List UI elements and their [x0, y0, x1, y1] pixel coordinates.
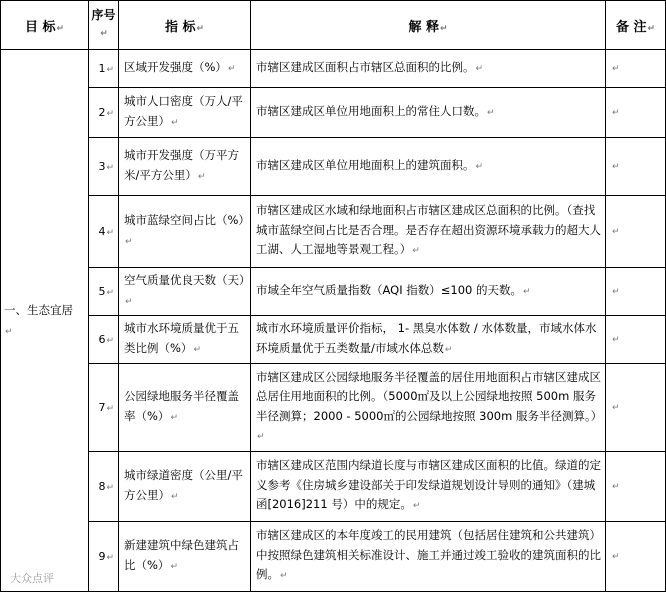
header-indicator: 指 标↵: [119, 1, 251, 50]
seq-cell: 6↵: [89, 316, 119, 364]
indicator-cell: 城市人口密度（万人/平方公里）↵: [119, 88, 251, 138]
explanation-cell: 市辖区建成区单位用地面积上的常住人口数。↵: [251, 88, 606, 138]
seq-cell: 5↵: [89, 268, 119, 316]
explanation-cell: 市辖区建成区面积占市辖区总面积的比例。↵: [251, 50, 606, 88]
header-seq: 序号↵: [89, 1, 119, 50]
indicator-cell: 城市开发强度（万平方米/平方公里）↵: [119, 138, 251, 196]
header-row: [1, 1, 666, 50]
indicator-cell: 空气质量优良天数（天）↵: [119, 268, 251, 316]
explanation-cell: 市辖区建成区范围内绿道长度与市辖区建成区面积的比值。绿道的定义参考《住房城乡建设部关于印发绿道规划设计导则的通知》（建城函[2016]211 号）中的规定。↵: [251, 452, 606, 522]
explanation-cell: 市辖区建成区水域和绿地面积占市辖区建成区总面积的比例。（查找城市蓝绿空间占比是否合理。是否存在超出资源环境承载力的超大人工湖、人工湿地等景观工程。）↵: [251, 196, 606, 268]
table-row: [1, 364, 666, 452]
header-explanation: 解 释↵: [251, 1, 606, 50]
seq-cell: 9↵: [89, 522, 119, 592]
table-row: [1, 268, 666, 316]
table-row: [1, 522, 666, 592]
watermark: 大众点评: [10, 572, 54, 585]
explanation-cell: 市辖区建成区单位用地面积上的建筑面积。↵: [251, 138, 606, 196]
table-row: [1, 316, 666, 364]
table-row: [1, 196, 666, 268]
header-note: 备 注↵: [606, 1, 666, 50]
goal-cell: 一、生态宜居 ↵: [1, 50, 89, 592]
note-cell: ↵: [606, 268, 666, 316]
indicator-cell: 新建建筑中绿色建筑占比（%）↵: [119, 522, 251, 592]
explanation-cell: 市辖区建成区的本年度竣工的民用建筑（包括居住建筑和公共建筑）中按照绿色建筑相关标准设计、施工并通过竣工验收的建筑面积的比例。↵: [251, 522, 606, 592]
seq-cell: 4↵: [89, 196, 119, 268]
table-row: [1, 88, 666, 138]
seq-cell: 3↵: [89, 138, 119, 196]
note-cell: ↵: [606, 522, 666, 592]
indicator-cell: 区域开发强度（%）↵: [119, 50, 251, 88]
seq-cell: 2↵: [89, 88, 119, 138]
seq-cell: 1↵: [89, 50, 119, 88]
indicator-cell: 公园绿地服务半径覆盖率（%）↵: [119, 364, 251, 452]
note-cell: ↵: [606, 88, 666, 138]
note-cell: ↵: [606, 138, 666, 196]
table-row: [1, 138, 666, 196]
note-cell: ↵: [606, 452, 666, 522]
note-cell: ↵: [606, 316, 666, 364]
note-cell: ↵: [606, 364, 666, 452]
explanation-cell: 市辖区建成区公园绿地服务半径覆盖的居住用地面积占市辖区建成区总居住用地面积的比例。（5000㎡及以上公园绿地按照 500m 服务半径测算；2000 - 5000㎡的公园绿地按照 300m 服务半径测算。）↵: [251, 364, 606, 452]
indicator-cell: 城市绿道密度（公里/平方公里）↵: [119, 452, 251, 522]
table-row: [1, 50, 666, 88]
table-row: [1, 452, 666, 522]
indicator-cell: 城市蓝绿空间占比（%）↵: [119, 196, 251, 268]
note-cell: ↵: [606, 50, 666, 88]
indicator-cell: 城市水环境质量优于五类比例（%）↵: [119, 316, 251, 364]
header-goal: 目 标↵: [1, 1, 89, 50]
explanation-cell: 市域全年空气质量指数（AQI 指数）≤100 的天数。↵: [251, 268, 606, 316]
seq-cell: 7↵: [89, 364, 119, 452]
explanation-cell: 城市水环境质量评价指标， 1- 黑臭水体数 / 水体数量，市域水体水环境质量优于五类数量/市域水体总数↵: [251, 316, 606, 364]
note-cell: ↵: [606, 196, 666, 268]
seq-cell: 8↵: [89, 452, 119, 522]
